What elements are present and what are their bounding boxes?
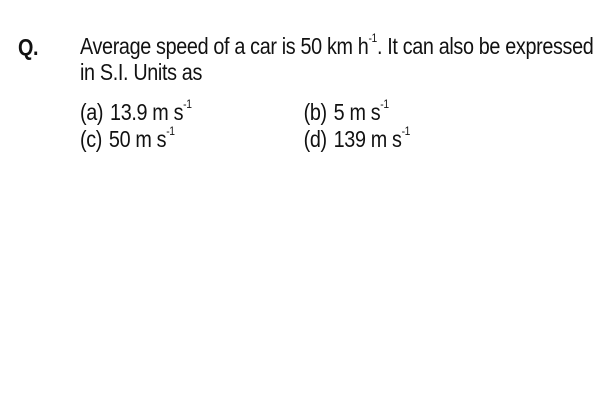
option-d[interactable] (304, 126, 410, 152)
stem-line-2: in S.I. Units as (80, 59, 203, 85)
option-value: 50 m s (108, 126, 167, 152)
option-letter: (b) (303, 99, 327, 125)
option-exponent: -1 (401, 124, 411, 139)
option-letter: (c) (80, 126, 103, 152)
options-row-1 (80, 99, 562, 126)
stem-line-1 (80, 31, 594, 59)
option-exponent: -1 (183, 97, 192, 112)
option-value: 139 m s (333, 126, 402, 152)
options-row-2 (80, 126, 562, 153)
option-exponent: -1 (380, 97, 389, 112)
option-value: 5 m s (333, 99, 381, 125)
option-value: 13.9 m s (110, 99, 184, 125)
stem-unit-exponent: -1 (368, 31, 377, 46)
option-letter: (d) (303, 126, 327, 152)
answer-options (80, 99, 562, 153)
option-exponent: -1 (166, 124, 175, 139)
question-stem (80, 31, 594, 85)
option-letter: (a) (80, 99, 104, 125)
option-a[interactable] (80, 99, 192, 125)
option-c[interactable] (80, 126, 175, 152)
stem-text-start: Average speed of a car is 50 km h (80, 33, 369, 59)
option-b[interactable] (304, 99, 389, 125)
stem-text-end: . It can also be expressed (376, 33, 594, 59)
question-label: Q. (18, 34, 39, 60)
